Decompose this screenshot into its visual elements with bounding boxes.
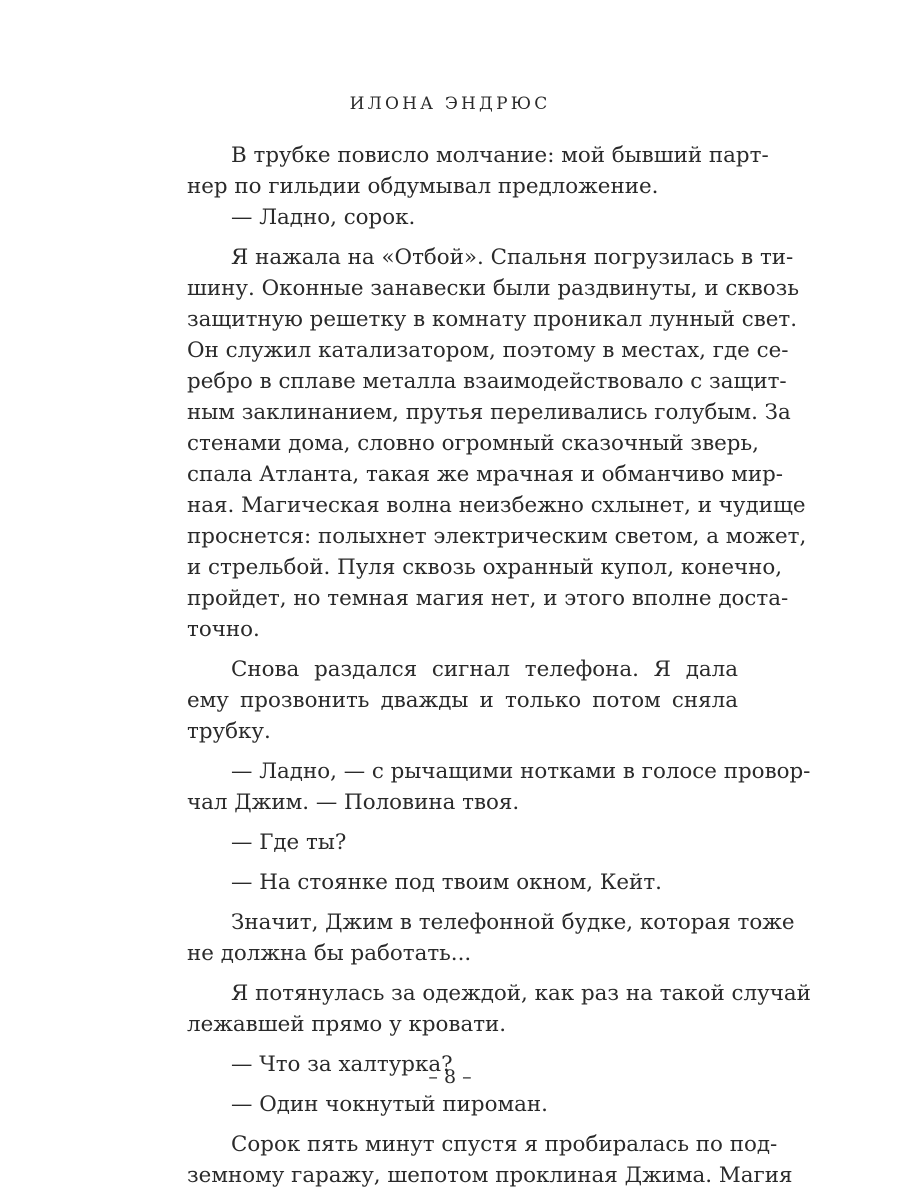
text-line: — Один чокнутый пироман. (231, 1092, 548, 1117)
text-line: ная. Магическая волна неизбежно схлынет, и чудище (187, 493, 806, 518)
page-number: – 8 – (428, 1066, 472, 1088)
text-line: Я нажала на «Отбой». Спальня погрузилась в ти- (231, 245, 794, 270)
text-line: Значит, Джим в телефонной будке, которая тоже (231, 910, 795, 935)
text-line: В трубке повисло молчание: мой бывший парт- (231, 143, 769, 168)
text-line: пройдет, но темная магия нет, и этого вполне доста- (187, 586, 789, 611)
text-line: нер по гильдии обдумывал предложение. (187, 174, 659, 199)
text-line: спала Атланта, такая же мрачная и обманчиво мир- (187, 462, 784, 487)
text-line: лежавшей прямо у кровати. (187, 1012, 507, 1037)
text-line: Сорок пять минут спустя я пробиралась по под- (231, 1132, 778, 1157)
text-line: и стрельбой. Пуля сквозь охранный купол, конечно, (187, 555, 783, 580)
text-line: защитную решетку в комнату проникал лунный свет. (187, 307, 798, 332)
text-line: трубку. (187, 719, 271, 744)
running-head-author: ИЛОНА ЭНДРЮС (349, 94, 551, 114)
text-line: Я потянулась за одеждой, как раз на такой случай (231, 981, 811, 1006)
text-line: — На стоянке под твоим окном, Кейт. (231, 870, 662, 895)
text-line: — Ладно, сорок. (231, 205, 416, 230)
text-line: стенами дома, словно огромный сказочный зверь, (187, 431, 759, 456)
text-line: — Где ты? (231, 830, 347, 855)
text-line: — Что за халтурка? (231, 1052, 453, 1077)
text-line: чал Джим. — Половина твоя. (187, 790, 520, 815)
text-line: — Ладно, — с рычащими нотками в голосе провор- (231, 759, 811, 784)
text-line: точно. (187, 617, 260, 642)
text-line: ным заклинанием, прутья переливались голубым. За (187, 400, 791, 425)
text-line: земному гаражу, шепотом проклиная Джима. Магия (187, 1163, 793, 1188)
text-line: Снова раздался сигнал телефона. Я дала (231, 657, 738, 682)
text-line: проснется: полыхнет электрическим светом, а может, (187, 524, 807, 549)
text-line: шину. Оконные занавески были раздвинуты, и сквозь (187, 276, 799, 301)
text-line: Он служил катализатором, поэтому в местах, где се- (187, 338, 789, 363)
body-text (187, 131, 811, 1191)
text-line: ему прозвонить дважды и только потом сняла (187, 688, 738, 713)
text-line: не должна бы работать... (187, 941, 472, 966)
text-line: ребро в сплаве металла взаимодействовало с защит- (187, 369, 787, 394)
